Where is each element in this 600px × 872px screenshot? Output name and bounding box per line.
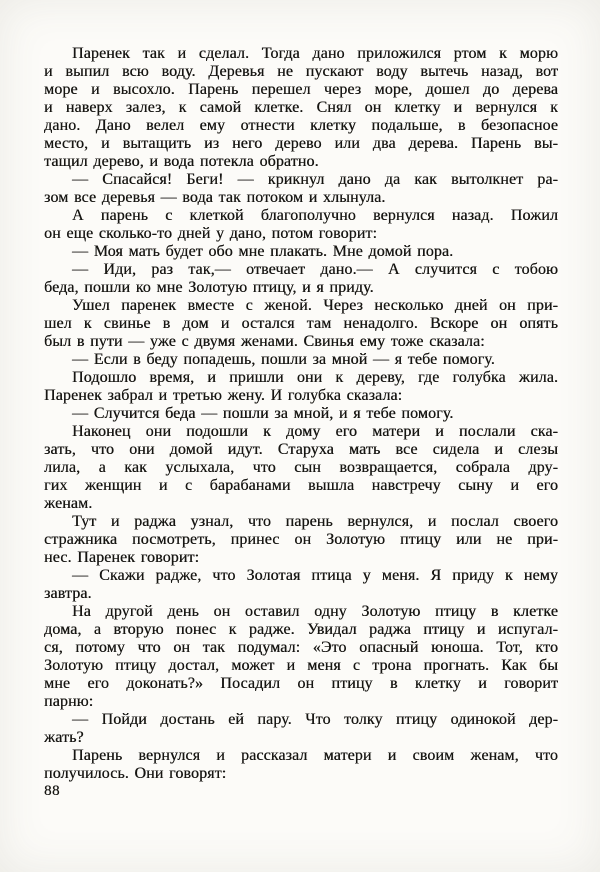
text-line: На другой день он оставил одну Золотую птицу в клетке — [72, 603, 558, 620]
text-line: получилось. Они говорят: — [44, 765, 227, 782]
text-line: А парень с клеткой благополучно вернулся назад. Пожил — [72, 207, 558, 224]
text-line: Парень вернулся и рассказал матери и своим женам, что — [72, 747, 558, 764]
text-line: женам. — [44, 495, 93, 512]
text-line: море и высохло. Парень перешел через море, дошел до дерева — [44, 81, 558, 98]
text-line: ся, потому что он так подумал: «Это опасный юноша. Тот, кто — [44, 639, 558, 656]
text-line: парню: — [44, 693, 94, 710]
text-line: и наверх залез, к самой клетке. Снял он клетку и вернулся к — [44, 99, 558, 116]
text-line: нес. Паренек говорит: — [44, 549, 200, 566]
text-line: стражника посмотреть, принес он Золотую птицу или не при- — [44, 531, 558, 548]
text-line: был в пути — уже с двумя женами. Свинья ему тоже сказала: — [44, 333, 485, 350]
text-line: Ушел паренек вместе с женой. Через несколько дней он при- — [72, 297, 558, 314]
text-line: Наконец они подошли к дому его матери и послали ска- — [72, 423, 558, 440]
text-line: беда, пошли ко мне Золотую птицу, и я приду. — [44, 279, 374, 296]
text-line: зом все деревья — вода так потоком и хлынула. — [44, 189, 386, 206]
text-line: место, и вытащить из него дерево или два дерева. Парень вы- — [44, 135, 558, 152]
text-line: — Если в беду попадешь, пошли за мной — я тебе помогу. — [72, 351, 495, 368]
text-line: — Иди, раз так,— отвечает дано.— А случится с тобою — [72, 261, 558, 278]
text-line: завтра. — [44, 585, 92, 602]
text-line: шел к свинье в дом и остался там ненадолго. Вскоре он опять — [44, 315, 558, 332]
text-line: Паренек так и сделал. Тогда дано приложился ртом к морю — [72, 45, 558, 62]
text-line: зать, что они домой идут. Старуха мать все сидела и слезы — [44, 441, 558, 458]
page-number: 88 — [44, 783, 60, 799]
text-line: — Спасайся! Беги! — крикнул дано да как вытолкнет ра- — [72, 171, 558, 188]
text-line: Тут и раджа узнал, что парень вернулся, и послал своего — [72, 513, 558, 530]
text-line: жать? — [44, 729, 84, 746]
text-line: лила, а как услыхала, что сын возвращается, собрала дру- — [44, 459, 558, 476]
text-line: — Моя мать будет обо мне плакать. Мне домой пора. — [72, 243, 454, 260]
text-line: гих женщин и с барабанами вышла навстречу сыну и его — [44, 477, 558, 494]
text-line: — Скажи радже, что Золотая птица у меня. Я приду к нему — [72, 567, 558, 584]
text-line: Золотую птицу достал, может и меня с трона прогнать. Как бы — [44, 657, 558, 674]
text-line: тащил дерево, и вода потекла обратно. — [44, 153, 319, 170]
text-line: дано. Дано велел ему отнести клетку подальше, в безопасное — [44, 117, 558, 134]
text-line: — Пойди достань ей пару. Что толку птицу одинокой дер- — [72, 711, 558, 728]
text-line: мне его доконать?» Посадил он птицу в клетку и говорит — [44, 675, 558, 692]
text-line: он еще сколько-то дней у дано, потом говорит: — [44, 225, 378, 242]
text-line: Подошло время, и пришли они к дереву, где голубка жила. — [72, 369, 558, 386]
text-line: Паренек забрал и третью жену. И голубка сказала: — [44, 387, 403, 404]
text-line: дома, а вторую понес к радже. Увидал раджа птицу и испугал- — [44, 621, 558, 638]
page-text-block — [44, 45, 558, 783]
text-line: и выпил всю воду. Деревья не пускают воду вытечь назад, вот — [44, 63, 558, 80]
text-line: — Случится беда — пошли за мной, и я тебе помогу. — [72, 405, 454, 422]
